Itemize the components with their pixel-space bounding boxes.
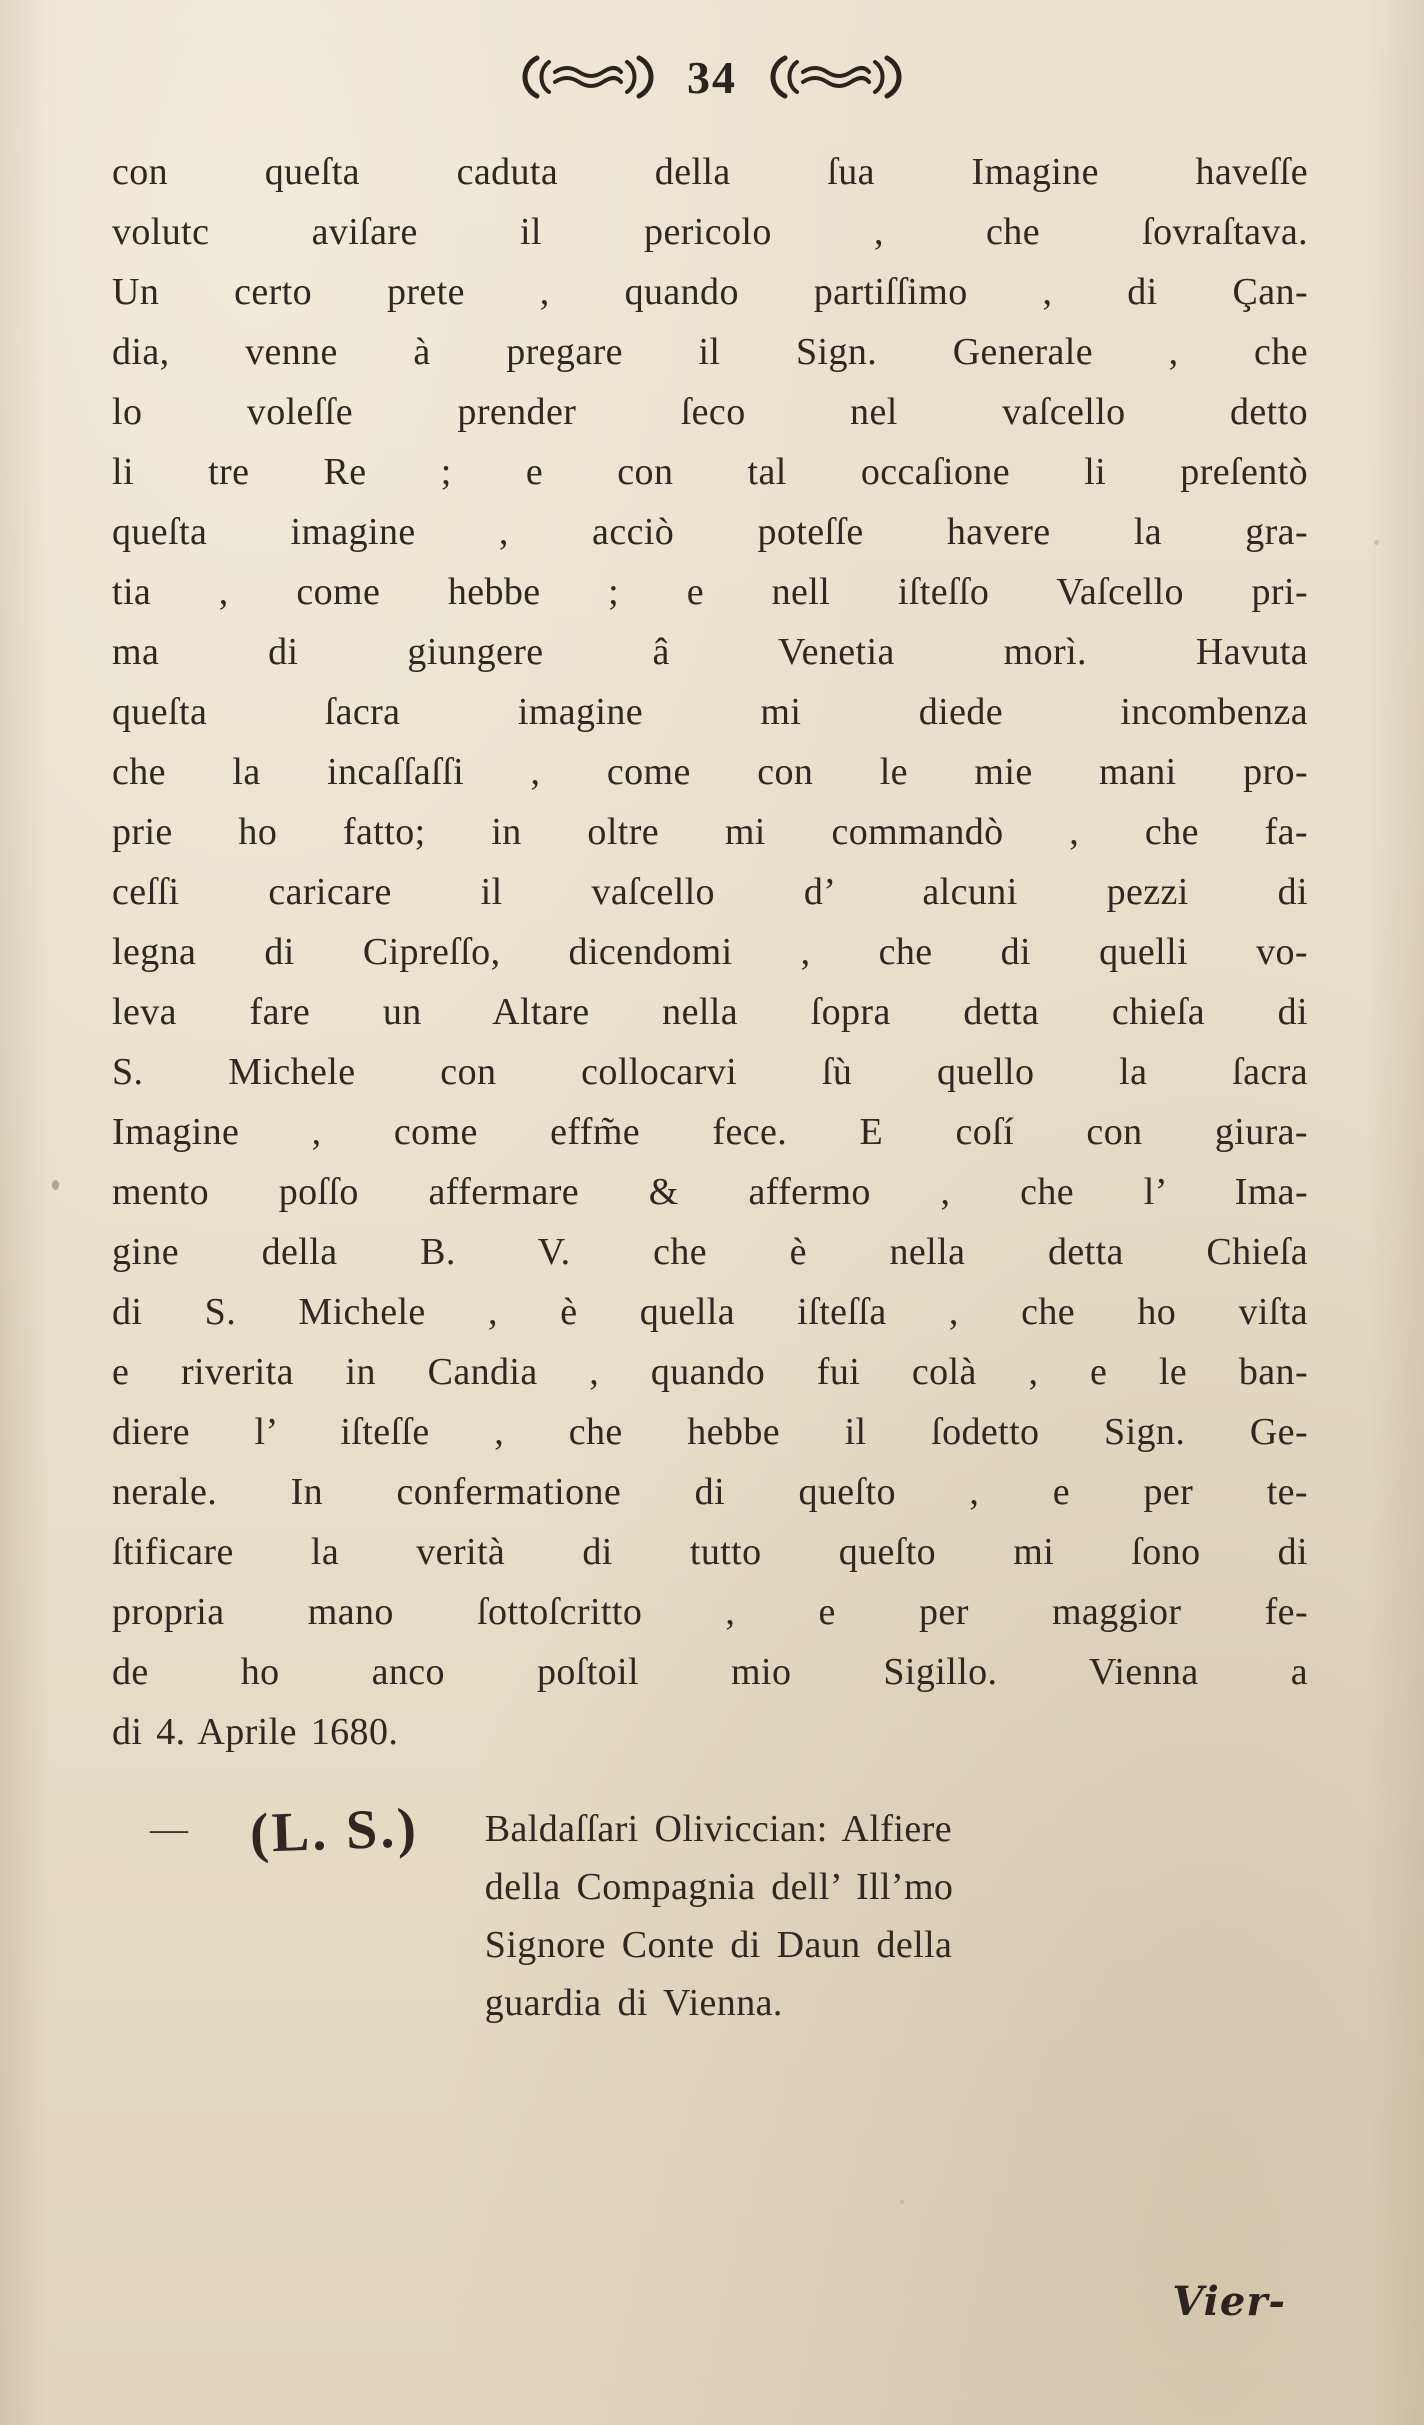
text-line: mento poſſo affermare & affermo , che l’ Ima- xyxy=(112,1171,1308,1213)
text-line: e riverita in Candia , quando fui colà , e le ban- xyxy=(112,1351,1308,1393)
text-line: nerale. In confermatione di queſto , e per te- xyxy=(112,1471,1308,1513)
text-line: di 4. Aprile 1680. xyxy=(112,1711,399,1753)
text-line: ceſſi caricare il vaſcello d’ alcuni pezzi di xyxy=(112,871,1308,913)
header-ornament-left-icon xyxy=(515,54,661,100)
text-block xyxy=(112,142,1308,1762)
signature-line: della Compagnia dell’ Ill’mo xyxy=(484,1866,954,1908)
text-line: li tre Re ; e con tal occaſione li preſentò xyxy=(112,451,1308,493)
page-number: 34 xyxy=(687,51,737,103)
paper-speck xyxy=(1374,540,1379,545)
text-line: queſta ſacra imagine mi diede incombenza xyxy=(112,691,1308,733)
text-line: lo voleſſe prender ſeco nel vaſcello detto xyxy=(112,391,1308,433)
text-line: tia , come hebbe ; e nell iſteſſo Vaſcello pri- xyxy=(112,571,1308,613)
text-line: propria mano ſottoſcritto , e per maggior fe- xyxy=(112,1591,1308,1633)
text-line: Un certo prete , quando partiſſimo , di Çan- xyxy=(112,271,1308,313)
paper-speck xyxy=(52,1180,59,1190)
signature-line: guardia di Vienna. xyxy=(484,1982,783,2024)
header-ornament-right-icon xyxy=(763,54,909,100)
text-line: leva fare un Altare nella ſopra detta chieſa di xyxy=(112,991,1308,1033)
text-line: de ho anco poſtoil mio Sigillo. Vienna a xyxy=(112,1651,1308,1693)
text-line: S. Michele con collocarvi ſù quello la ſacra xyxy=(112,1051,1308,1093)
signature-block xyxy=(150,1797,1304,2032)
text-line: Imagine , come effm̃e fece. E coſí con giura- xyxy=(112,1111,1308,1153)
page-header xyxy=(0,0,1424,108)
text-line: gine della B. V. che è nella detta Chieſa xyxy=(112,1231,1308,1273)
text-line: volutc aviſare il pericolo , che ſovraſtava. xyxy=(112,211,1308,253)
signature-line: Signore Conte di Daun della xyxy=(484,1924,953,1966)
text-line: ſtificare la verità di tutto queſto mi ſono di xyxy=(112,1531,1308,1573)
text-line: prie ho fatto; in oltre mi commandò , che fa- xyxy=(112,811,1308,853)
text-line: con queſta caduta della ſua Imagine haveſſe xyxy=(112,151,1308,193)
signature-lines xyxy=(485,1800,1304,2032)
paper-speck xyxy=(900,2200,904,2204)
text-line: diere l’ iſteſſe , che hebbe il ſodetto Sign. Ge- xyxy=(112,1411,1308,1453)
text-line: di S. Michele , è quella iſteſſa , che ho viſta xyxy=(112,1291,1308,1333)
seal-mark: (L. S.) xyxy=(248,1797,420,1865)
text-line: dia, venne à pregare il Sign. Generale , che xyxy=(112,331,1308,373)
signature-dash: — xyxy=(150,1808,188,1850)
text-line: queſta imagine , acciò poteſſe havere la gra- xyxy=(112,511,1308,553)
text-line: che la incaſſaſſi , come con le mie mani pro- xyxy=(112,751,1308,793)
text-line: legna di Cipreſſo, dicendomi , che di quelli vo- xyxy=(112,931,1308,973)
text-line: ma di giungere â Venetia morì. Havuta xyxy=(112,631,1308,673)
catchword: Vier- xyxy=(1172,2278,1286,2325)
signature-line: Baldaſſari Oliviccian: Alfiere xyxy=(484,1808,952,1850)
